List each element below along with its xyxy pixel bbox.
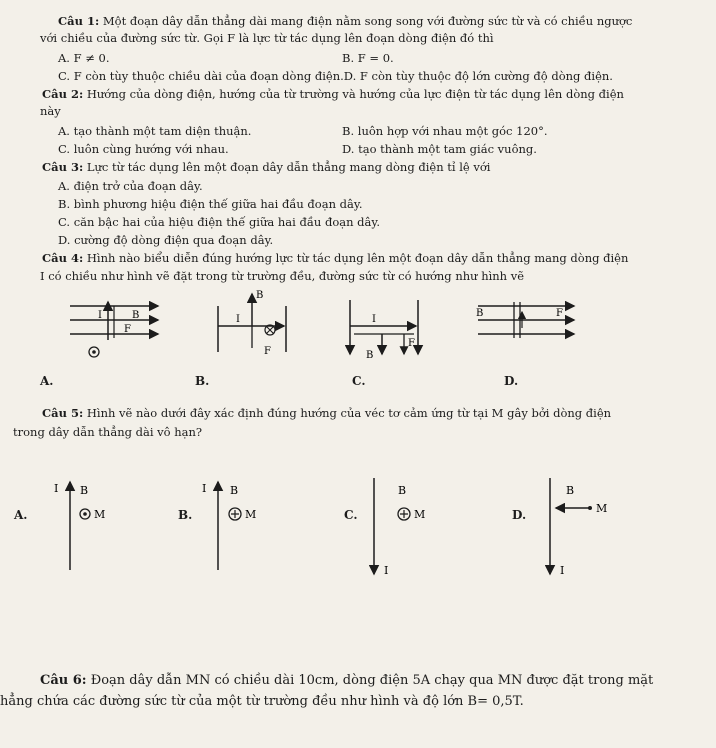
field-label: B [230,484,239,497]
q2-option-c: C. luôn cùng hướng với nhau. [58,142,229,156]
current-label: I [384,564,389,577]
q6-text-1: Đoạn dây dẫn MN có chiều dài 10cm, dòng điện 5A chạy qua MN được đặt trong mặt [86,673,654,688]
q3-option-d: D. cường độ dòng điện qua đoạn dây. [58,233,274,247]
q1-label: Câu 1: [58,14,100,28]
force-label: F [556,308,563,319]
q6-text-2: hẳng chứa các đường sức từ của một từ trường đều như hình và độ lớn B= 0,5T. [0,694,524,709]
q5-figure-d [540,474,630,584]
q3-option-b: B. bình phương hiệu điện thế giữa hai đầu đoạn dây. [58,197,363,211]
field-label: B [80,484,89,497]
q2-text-1: Hướng của dòng điện, hướng của từ trường và hướng của lực điện từ tác dụng lên dòng điện [83,87,624,101]
q5-figure-c [364,474,454,584]
q5-option-d: D. [512,508,527,522]
q4-option-a: A. [40,374,54,388]
q2-option-b: B. luôn hợp với nhau một góc 120°. [342,124,548,138]
q6-line-1 [40,673,653,689]
q2-option-a: A. tạo thành một tam diện thuận. [58,124,252,138]
q5-figure-a [50,474,130,574]
q2-text-2: này [40,104,61,118]
q1-option-a: A. F ≠ 0. [58,51,110,65]
q5-figure-b [198,474,288,574]
force-label: F [264,346,271,357]
q4-option-c: C. [352,374,366,388]
q5-option-a: A. [14,508,28,522]
q2-option-d: D. tạo thành một tam giác vuông. [342,142,537,156]
current-label: I [236,314,240,325]
q4-option-b: B. [195,374,210,388]
q1-option-b: B. F = 0. [342,51,394,65]
force-label: F [408,338,415,349]
q2-line-1 [42,87,624,101]
q6-label: Câu 6: [40,673,87,688]
q4-text-1: Hình nào biểu diễn đúng hướng lực từ tác dụng lên một đoạn dây dẫn thẳng mang dòng điện [83,251,629,265]
q4-figure-c [344,296,424,362]
point-label: M [596,502,608,515]
force-label: F [124,324,131,335]
field-label: B [476,308,484,319]
q5-label: Câu 5: [42,406,84,420]
q1-text-2: với chiều của đường sức từ. Gọi F là lực từ tác dụng lên đoạn dòng điện đó thì [40,31,494,45]
q5-option-b: B. [178,508,193,522]
point-label: M [245,508,257,521]
current-label: I [372,314,376,325]
q3-text-1: Lực từ tác dụng lên một đoạn dây dẫn thẳng mang dòng điện tỉ lệ với [83,160,491,174]
q1-line-1 [58,14,632,28]
q3-label: Câu 3: [42,160,84,174]
field-label: B [132,310,140,321]
q4-line-1 [42,251,628,265]
q5-text-2: trong dây dẫn thẳng dài vô hạn? [13,425,203,439]
q4-label: Câu 4: [42,251,84,265]
field-label: B [256,290,264,301]
field-label: B [398,484,407,497]
q1-text-1: Một đoạn dây dẫn thẳng dài mang điện nằm song song với đường sức từ và có chiều ngược [99,14,633,28]
q4-option-d: D. [504,374,519,388]
point-label: M [94,508,106,521]
q5-line-1 [42,406,611,420]
q2-label: Câu 2: [42,87,84,101]
current-label: I [54,482,59,495]
q3-option-c: C. căn bậc hai của hiệu điện thế giữa hai đầu đoạn dây. [58,215,381,229]
q4-text-2: I có chiều như hình vẽ đặt trong từ trường đều, đường sức từ có hướng như hình vẽ [40,269,525,283]
current-label: I [560,564,565,577]
q4-figure-d [474,298,580,362]
q4-figure-a [64,298,164,362]
q5-option-c: C. [344,508,358,522]
field-label: B [366,350,374,361]
q3-line-1 [42,160,490,174]
q3-option-a: A. điện trở của đoạn dây. [58,179,203,193]
q5-text-1: Hình vẽ nào dưới đây xác định đúng hướng của véc tơ cảm ứng từ tại M gây bởi dòng điện [83,406,612,420]
q1-option-c-d: C. F còn tùy thuộc chiều dài của đoạn dòng điện.D. F còn tùy thuộc độ lớn cường độ dòng điện. [58,69,613,83]
current-label: I [98,310,102,321]
point-m [588,506,592,510]
point-label: M [414,508,426,521]
current-label: I [202,482,207,495]
field-label: B [566,484,575,497]
q4-figure-b [212,286,292,362]
